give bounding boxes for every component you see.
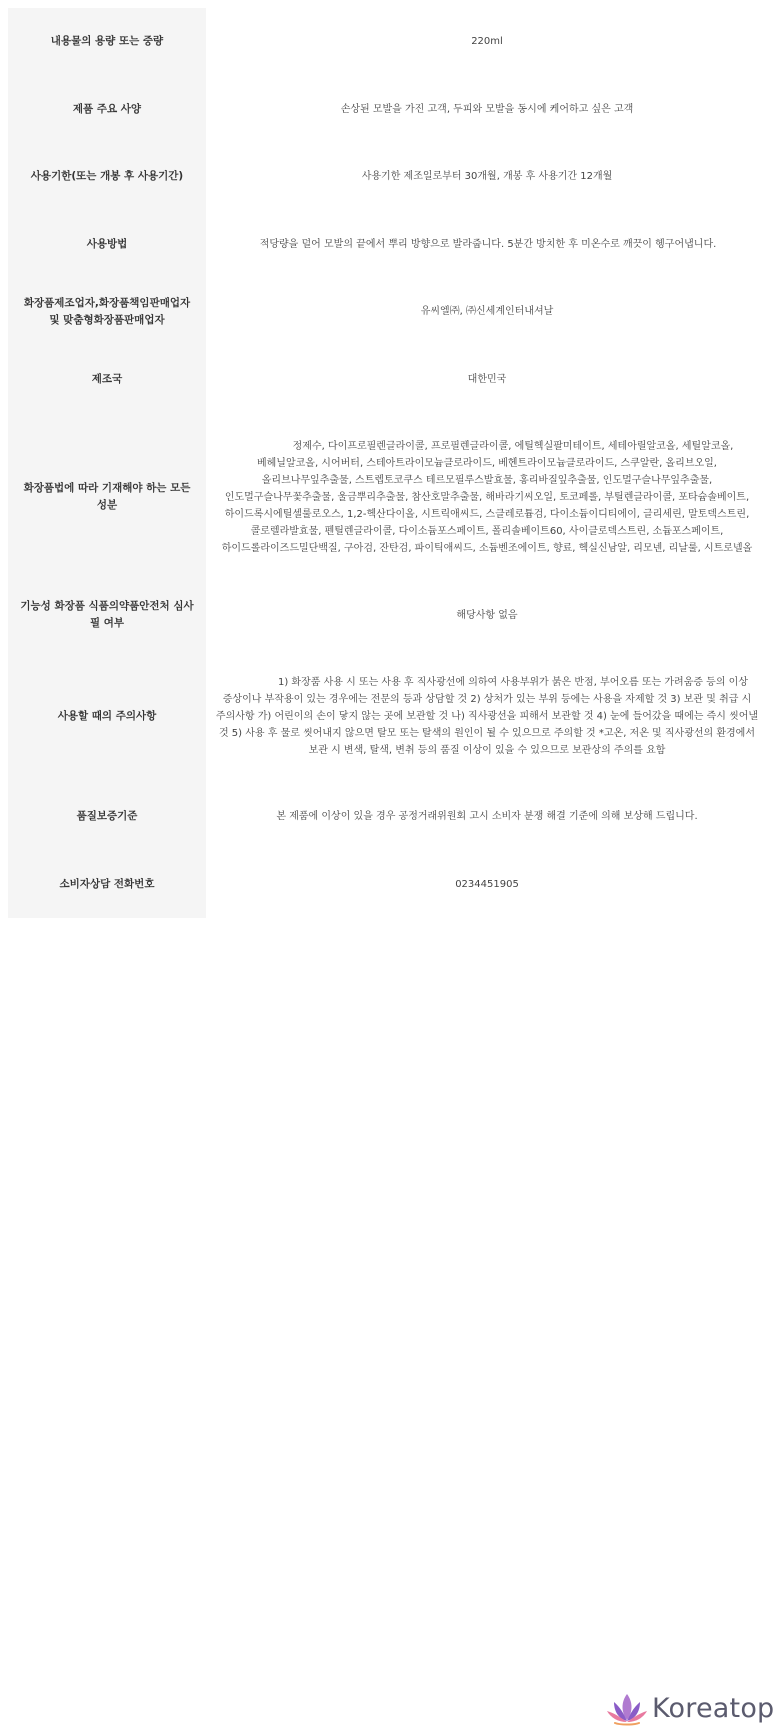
row-value: 유씨엘㈜, ㈜신세계인터내셔날 [420,306,554,317]
row-label: 사용할 때의 주의사항 [8,649,206,783]
row-label: 기능성 화장품 식품의약품안전처 심사필 여부 [8,581,206,649]
row-label: 사용기한(또는 개봉 후 사용기간) [8,143,206,210]
row-value: 손상된 모발을 가진 고객, 두피와 모발을 동시에 케어하고 싶은 고객 [340,103,634,115]
row-value: 해당사항 없음 [456,609,518,621]
table-row [8,210,768,278]
table-row [8,649,768,783]
table-row [8,850,768,918]
row-label: 제조국 [8,345,206,413]
row-value: 220ml [471,36,503,47]
row-label: 제품 주요 사양 [8,75,206,143]
table-row [8,413,768,581]
row-value: 0234451905 [455,878,519,890]
table-row [8,581,768,649]
row-value: 사용기한 제조일로부터 30개월, 개봉 후 사용기간 12개월 [361,171,613,182]
row-value: 적당량을 덜어 모발의 끝에서 뿌리 방향으로 발라줍니다. 5분간 방치한 후 미온수로 깨끗이 헹구어냅니다. [259,238,717,250]
table-row [8,345,768,413]
table-row [8,143,768,210]
row-value: 1) 화장품 사용 시 또는 사용 후 직사광선에 의하여 사용부위가 붉은 반점, 부어오름 또는 가려움증 등의 이상 증상이나 부작용이 있는 경우에는 전문의 등과 상담할 것 2) 상처가 있는 부위 등에는 사용을 자제할 것 3) 보관 및 취급 시 주의사항 가) 어린이의 손이 닿지 않는 곳에 보관할 것 나) 직사광선을 피해서 보관할 것 4) 눈에 들어갔을 때에는 즉시 씻어낼 것 5) 사용 후 물로 씻어내지 않으면 탈모 또는 탈색의 원인이 될 수 있으므로 주의할 것 *고온, 저온 및 직사광선의 환경에서 보관 시 변색, 탈색, 변취 등의 품질 이상이 있을 수 있으므로 보관상의 주의를 요함 [215,676,759,756]
row-label: 화장품제조업자,화장품책임판매업자 및 맞춤형화장품판매업자 [8,278,206,345]
lotus-icon [606,1690,648,1726]
table-row [8,75,768,143]
row-value: 정제수, 다이프로필렌글라이콜, 프로필렌글라이콜, 에틸헥실팔미테이트, 세테아릴알코올, 세틸알코올, 베헤닐알코올, 시어버터, 스테아트라이모늄클로라이드, 베헨트라이모늄클로라이드, 스쿠알란, 올리브오일, 올리브나무잎추출물, 스트렙토코쿠스 테르모필루스발효물, 홍리바질잎추출물, 인도멀구슬나무잎추출물, 인도멀구슬나무꽃추출물, 울금뿌리추출물, 참산호말추출물, 해바라기씨오일, 토코페롤, 부틸렌글라이콜, 포타슘솔베이트, 하이드록시에틸셀룰로오스, 1,2-헥산다이올, 시트릭애씨드, 스클레로튬검, 다이소듐이디티에이, 글리세린, 말토덱스트린, 콜로렐라발효물, 펜틸렌글라이콜, 다이소듐포스페이트, 폴리솔베이트60, 사이클로덱스트린, 소듐포스페이트, 하이드롤라이즈드밀단백질, 구아검, 잔탄검, 파이틱애씨드, 소듐벤조에이트, 향료, 헥실신남알, 리모넨, 리날룰, 시트로넬올 [221,440,753,554]
row-label: 내용물의 용량 또는 중량 [8,8,206,75]
table-row [8,278,768,345]
brand-name: Koreatop [652,1692,775,1724]
product-info-table [8,8,768,918]
brand-logo [606,1688,774,1728]
row-label: 화장품법에 따라 기재해야 하는 모든 성분 [8,413,206,581]
row-label: 소비자상담 전화번호 [8,850,206,918]
table-row [8,8,768,75]
row-label: 품질보증기준 [8,783,206,850]
table-row [8,783,768,850]
row-label: 사용방법 [8,210,206,278]
row-value: 대한민국 [467,373,507,385]
row-value: 본 제품에 이상이 있을 경우 공정거래위원회 고시 소비자 분쟁 해결 기준에 의해 보상해 드립니다. [276,811,698,822]
